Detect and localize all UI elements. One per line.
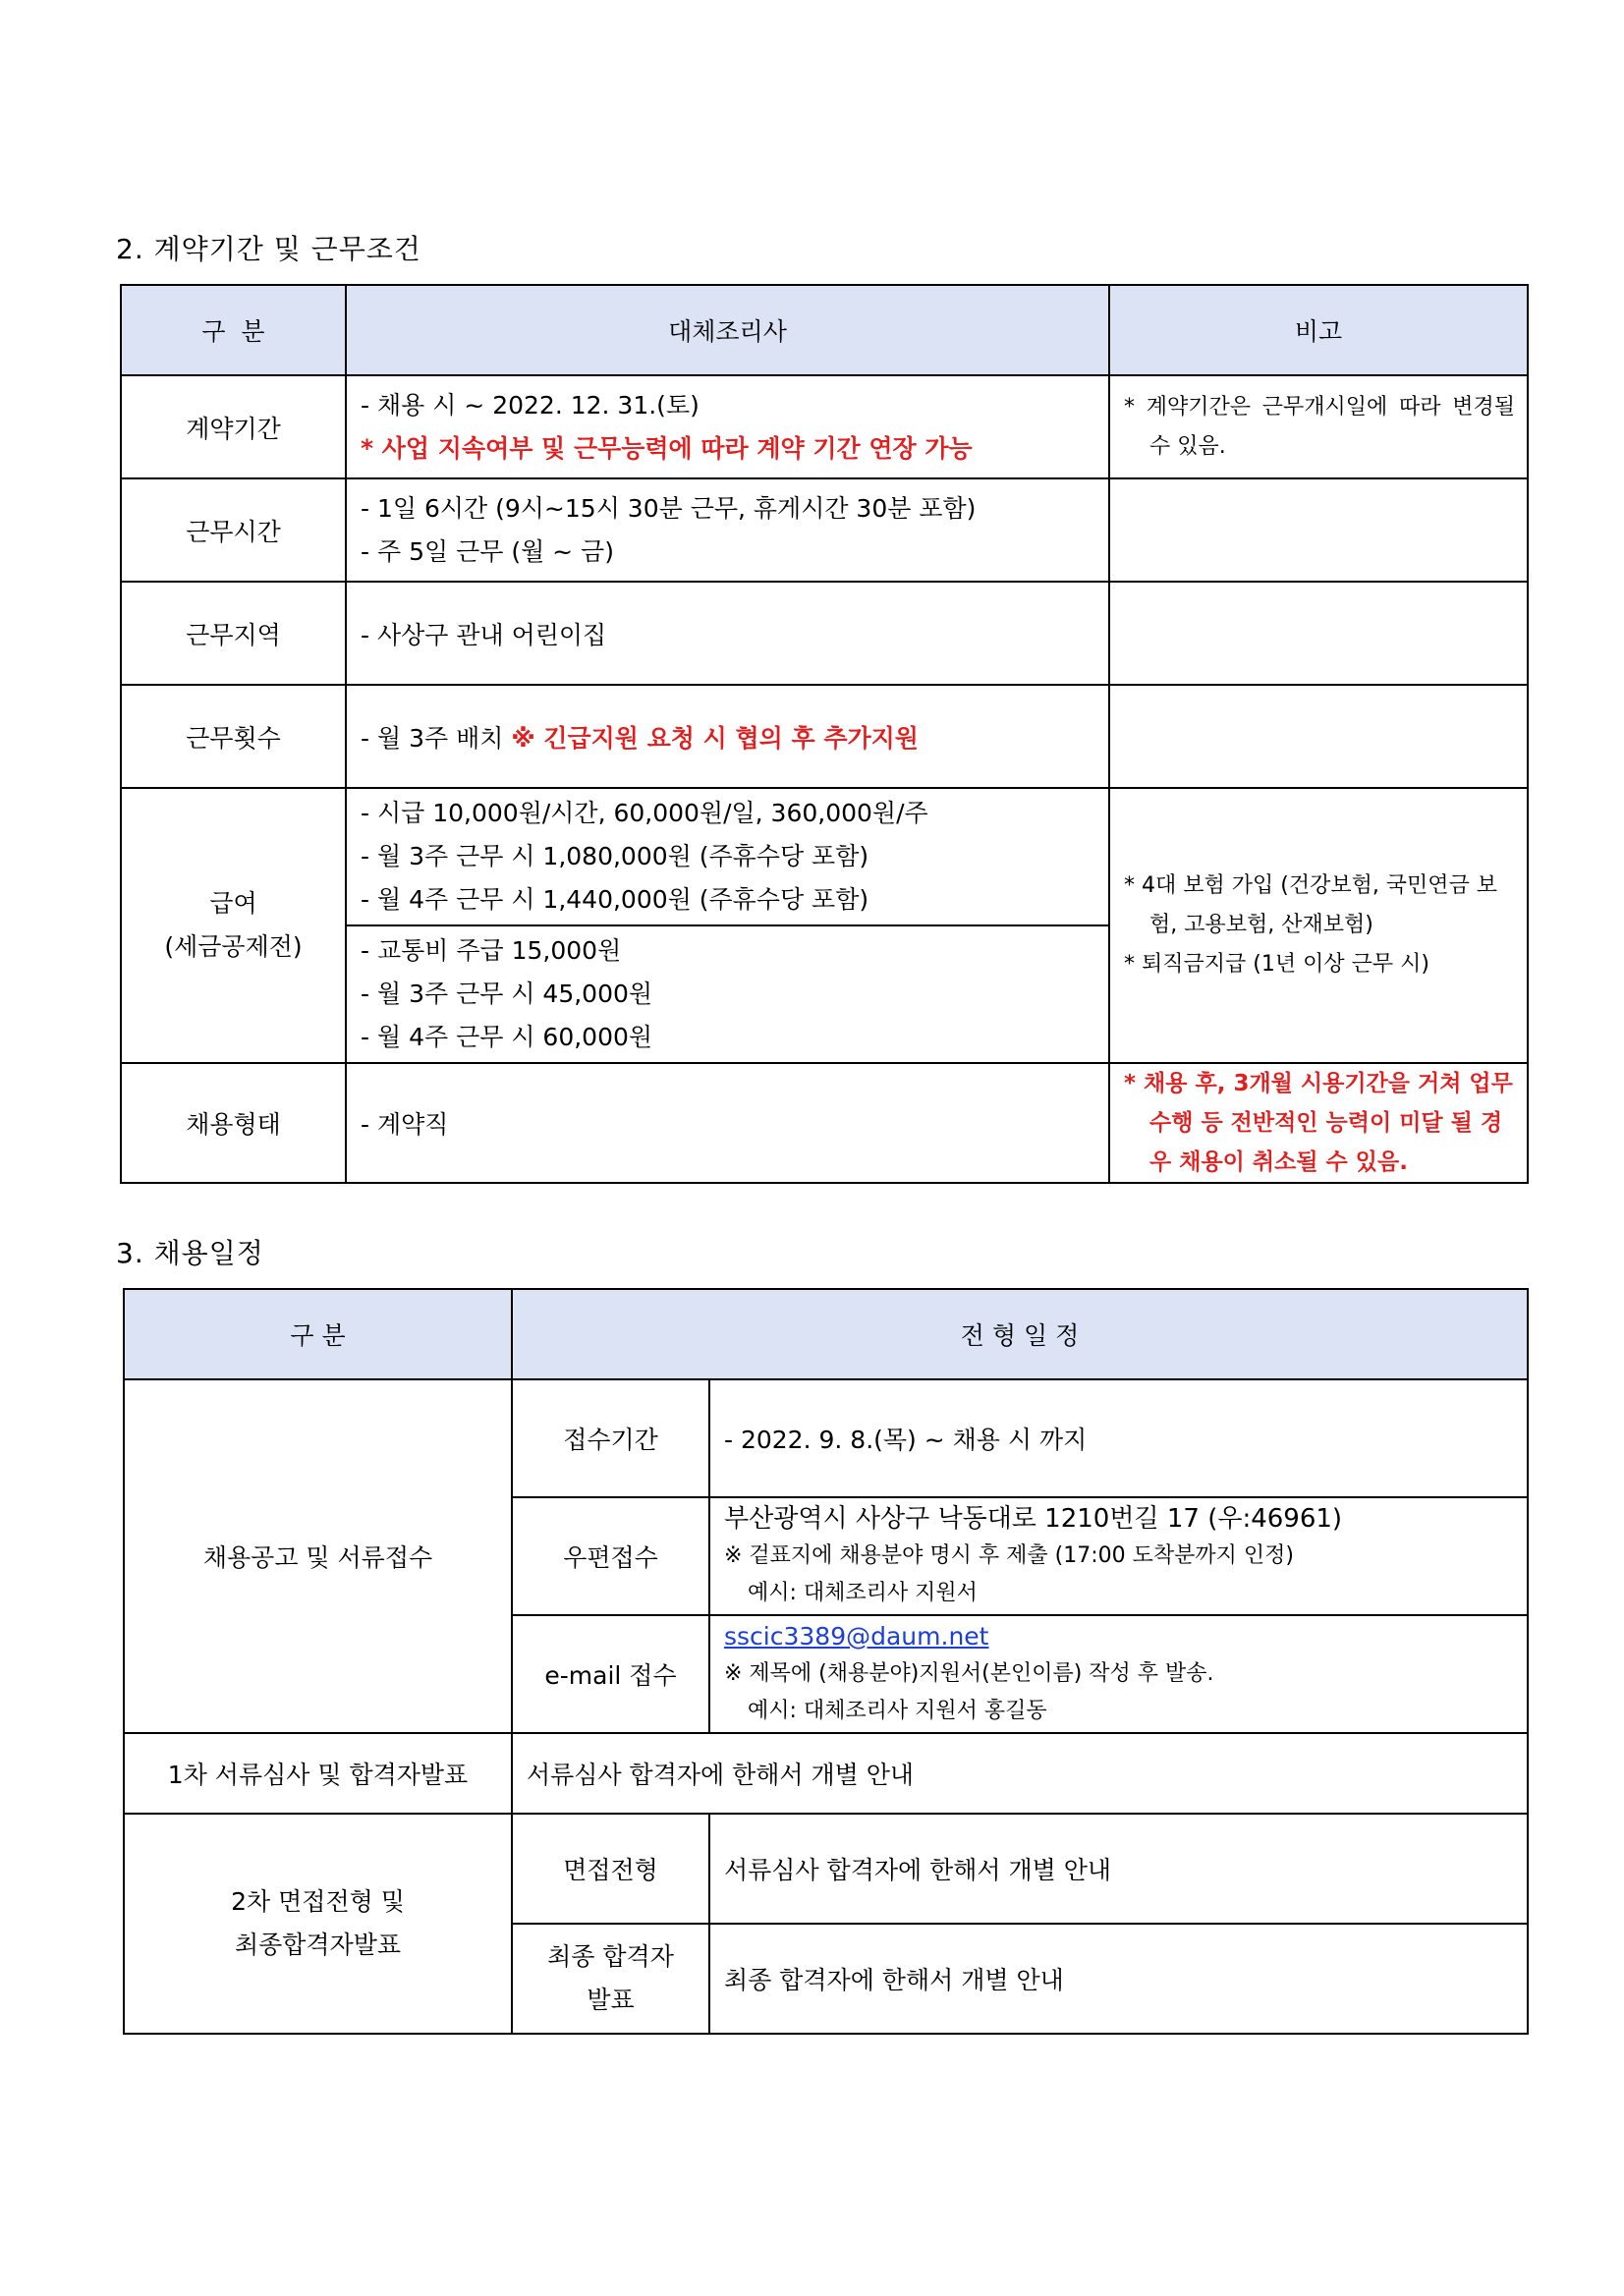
header-category: 구 분 (124, 1289, 512, 1379)
header-category: 구 분 (121, 285, 346, 375)
emergency-support-note: ※ 긴급지원 요청 시 협의 후 추가지원 (511, 723, 919, 753)
postal-reception-value (709, 1497, 1528, 1615)
email-address[interactable]: sscic3389@daum.net (724, 1622, 989, 1651)
interview-final-label-line2: 최종합격자발표 (234, 1931, 402, 1959)
table-row (121, 478, 1528, 582)
final-announcement-label (512, 1924, 709, 2034)
work-area-value: - 사상구 관내 어린이집 (346, 582, 1109, 685)
three-week-pay-line: - 월 3주 근무 시 1,080,000원 (주휴수당 포함) (361, 842, 869, 870)
hourly-pay-line: - 시급 10,000원/시간, 60,000원/일, 360,000원/주 (361, 799, 928, 827)
email-example: 예시: 대체조리사 지원서 홍길동 (748, 1699, 1047, 1723)
work-area-remark (1109, 582, 1528, 685)
header-remarks: 비고 (1109, 285, 1528, 375)
work-hours-line: - 1일 6시간 (9시~15시 30분 근무, 휴게시간 30분 포함) (361, 493, 977, 523)
reception-period-value: - 2022. 9. 8.(목) ~ 채용 시 까지 (709, 1379, 1528, 1497)
contract-period-label: 계약기간 (121, 375, 346, 478)
contract-extension-note: * 사업 지속여부 및 근무능력에 따라 계약 기간 연장 가능 (361, 433, 973, 463)
contract-remark-text: * 계약기간은 근무개시일에 따라 변경될 수 있음. (1124, 394, 1515, 459)
section2-title: 2. 계약기간 및 근무조건 (116, 233, 421, 265)
transport-three-week-line: - 월 3주 근무 시 45,000원 (361, 980, 653, 1008)
reception-period-label: 접수기간 (512, 1379, 709, 1497)
section3-title: 3. 채용일정 (116, 1237, 264, 1269)
final-announcement-value: 최종 합격자에 한해서 개별 안내 (709, 1924, 1528, 2034)
transport-weekly-line: - 교통비 주급 15,000원 (361, 936, 622, 965)
postal-example: 예시: 대체조리사 지원서 (748, 1581, 978, 1605)
salary-pay-value (346, 788, 1109, 925)
work-frequency-remark (1109, 685, 1528, 788)
employment-type-remark (1109, 1063, 1528, 1183)
interview-final-label (124, 1814, 512, 2034)
employment-type-value: - 계약직 (346, 1063, 1109, 1183)
interview-value: 서류심사 합격자에 한해서 개별 안내 (709, 1814, 1528, 1924)
document-review-value: 서류심사 합격자에 한해서 개별 안내 (512, 1733, 1528, 1814)
email-reception-value (709, 1615, 1528, 1733)
severance-note: * 퇴직금지급 (1년 이상 근무 시) (1124, 952, 1429, 977)
four-week-pay-line: - 월 4주 근무 시 1,440,000원 (주휴수당 포함) (361, 885, 869, 914)
table-header-row (121, 285, 1528, 375)
employment-type-label: 채용형태 (121, 1063, 346, 1183)
header-substitute-cook: 대체조리사 (346, 285, 1109, 375)
salary-remark (1109, 788, 1528, 1063)
document-review-label: 1차 서류심사 및 합격자발표 (124, 1733, 512, 1814)
work-frequency-text: - 월 3주 배치 (361, 723, 512, 753)
work-hours-value (346, 478, 1109, 582)
email-address-link[interactable] (724, 1618, 1527, 1655)
table-row (121, 375, 1528, 478)
table-row (124, 1379, 1528, 1497)
salary-label-line2: (세금공제전) (164, 932, 303, 961)
insurance-note: * 4대 보험 가입 (건강보험, 국민연금 보험, 고용보험, 산재보험) (1124, 873, 1498, 937)
table-header-row (124, 1289, 1528, 1379)
postal-note: ※ 겉표지에 채용분야 명시 후 제출 (17:00 도착분까지 인정) (724, 1543, 1294, 1568)
table-row (121, 1063, 1528, 1183)
email-note: ※ 제목에 (채용분야)지원서(본인이름) 작성 후 발송. (724, 1661, 1214, 1686)
work-hours-remark (1109, 478, 1528, 582)
table-row (124, 1814, 1528, 1924)
transport-four-week-line: - 월 4주 근무 시 60,000원 (361, 1023, 653, 1051)
interview-final-label-line1: 2차 면접전형 및 (231, 1887, 405, 1916)
contract-conditions-table (120, 284, 1529, 1184)
contract-period-line: - 채용 시 ~ 2022. 12. 31.(토) (361, 390, 700, 420)
contract-period-value (346, 375, 1109, 478)
table-row (121, 685, 1528, 788)
salary-transport-value (346, 925, 1109, 1063)
table-row (121, 582, 1528, 685)
recruitment-schedule-table (123, 1288, 1529, 2035)
table-row (124, 1733, 1528, 1814)
contract-period-remark (1109, 375, 1528, 478)
work-days-line: - 주 5일 근무 (월 ~ 금) (361, 536, 614, 566)
posting-reception-label: 채용공고 및 서류접수 (124, 1379, 512, 1733)
final-label-line1: 최종 합격자 (547, 1942, 674, 1971)
header-schedule: 전 형 일 정 (512, 1289, 1528, 1379)
salary-label-line1: 급여 (209, 889, 257, 918)
work-hours-label: 근무시간 (121, 478, 346, 582)
probation-note: * 채용 후, 3개월 시용기간을 거쳐 업무수행 등 전반적인 능력이 미달 될 경우 채용이 취소될 수 있음. (1124, 1071, 1513, 1175)
interview-label: 면접전형 (512, 1814, 709, 1924)
postal-address: 부산광역시 사상구 낙동대로 1210번길 17 (우:46961) (724, 1504, 1343, 1534)
table-row (121, 788, 1528, 925)
postal-reception-label: 우편접수 (512, 1497, 709, 1615)
final-label-line2: 발표 (587, 1986, 635, 2014)
email-reception-label: e-mail 접수 (512, 1615, 709, 1733)
work-frequency-value (346, 685, 1109, 788)
work-area-label: 근무지역 (121, 582, 346, 685)
salary-label (121, 788, 346, 1063)
work-frequency-label: 근무횟수 (121, 685, 346, 788)
